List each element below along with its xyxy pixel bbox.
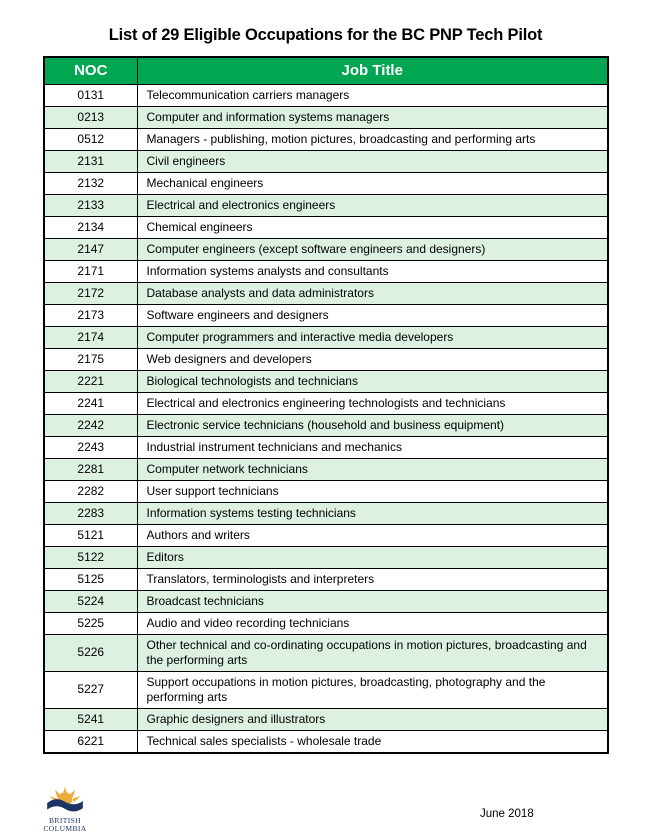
- table-row: [44, 730, 608, 753]
- table-row: [44, 502, 608, 524]
- noc-cell: 0213: [44, 106, 137, 128]
- job-title-cell: Technical sales specialists - wholesale trade: [137, 730, 608, 753]
- job-title-cell: Computer network technicians: [137, 458, 608, 480]
- job-title-cell: Software engineers and designers: [137, 304, 608, 326]
- table-row: [44, 436, 608, 458]
- bc-government-logo: [36, 786, 94, 833]
- noc-cell: 2174: [44, 326, 137, 348]
- job-title-cell: Biological technologists and technicians: [137, 370, 608, 392]
- table-row: [44, 194, 608, 216]
- noc-cell: 0131: [44, 84, 137, 106]
- table-header-row: [44, 57, 608, 84]
- noc-cell: 5122: [44, 546, 137, 568]
- table-row: [44, 524, 608, 546]
- noc-cell: 0512: [44, 128, 137, 150]
- noc-cell: 2243: [44, 436, 137, 458]
- noc-cell: 5121: [44, 524, 137, 546]
- table-row: [44, 260, 608, 282]
- noc-cell: 2134: [44, 216, 137, 238]
- table-row: [44, 326, 608, 348]
- noc-cell: 6221: [44, 730, 137, 753]
- noc-cell: 2132: [44, 172, 137, 194]
- job-title-cell: Editors: [137, 546, 608, 568]
- table-row: [44, 546, 608, 568]
- table-row: [44, 414, 608, 436]
- job-title-cell: Information systems analysts and consultants: [137, 260, 608, 282]
- noc-cell: 2131: [44, 150, 137, 172]
- job-title-cell: Information systems testing technicians: [137, 502, 608, 524]
- job-title-cell: Electrical and electronics engineers: [137, 194, 608, 216]
- table-row: [44, 282, 608, 304]
- logo-text-british: BRITISH: [49, 816, 81, 825]
- noc-cell: 2172: [44, 282, 137, 304]
- table-row: [44, 128, 608, 150]
- column-header-job-title: Job Title: [137, 57, 608, 84]
- noc-cell: 5227: [44, 671, 137, 708]
- occupations-table: [43, 56, 609, 754]
- job-title-cell: Mechanical engineers: [137, 172, 608, 194]
- noc-cell: 2282: [44, 480, 137, 502]
- table-row: [44, 634, 608, 671]
- job-title-cell: Broadcast technicians: [137, 590, 608, 612]
- column-header-noc: NOC: [44, 57, 137, 84]
- noc-cell: 2173: [44, 304, 137, 326]
- job-title-cell: Civil engineers: [137, 150, 608, 172]
- table-row: [44, 458, 608, 480]
- noc-cell: 2133: [44, 194, 137, 216]
- job-title-cell: Other technical and co-ordinating occupations in motion pictures, broadcasting and the performing arts: [137, 634, 608, 671]
- noc-cell: 5125: [44, 568, 137, 590]
- job-title-cell: Web designers and developers: [137, 348, 608, 370]
- noc-cell: 2221: [44, 370, 137, 392]
- job-title-cell: Chemical engineers: [137, 216, 608, 238]
- job-title-cell: Computer and information systems managers: [137, 106, 608, 128]
- table-row: [44, 172, 608, 194]
- table-row: [44, 106, 608, 128]
- job-title-cell: Translators, terminologists and interpreters: [137, 568, 608, 590]
- table-row: [44, 671, 608, 708]
- table-body: [44, 84, 608, 753]
- noc-cell: 2175: [44, 348, 137, 370]
- table-row: [44, 568, 608, 590]
- table-row: [44, 304, 608, 326]
- table-row: [44, 150, 608, 172]
- job-title-cell: Computer programmers and interactive media developers: [137, 326, 608, 348]
- job-title-cell: Electronic service technicians (household and business equipment): [137, 414, 608, 436]
- noc-cell: 2242: [44, 414, 137, 436]
- noc-cell: 5226: [44, 634, 137, 671]
- table-row: [44, 480, 608, 502]
- noc-cell: 5225: [44, 612, 137, 634]
- table-row: [44, 216, 608, 238]
- table-row: [44, 370, 608, 392]
- table-row: [44, 708, 608, 730]
- job-title-cell: Managers - publishing, motion pictures, broadcasting and performing arts: [137, 128, 608, 150]
- job-title-cell: Audio and video recording technicians: [137, 612, 608, 634]
- page-title: List of 29 Eligible Occupations for the BC PNP Tech Pilot: [108, 26, 543, 44]
- job-title-cell: Graphic designers and illustrators: [137, 708, 608, 730]
- footer-date: June 2018: [480, 808, 534, 820]
- noc-cell: 2147: [44, 238, 137, 260]
- logo-text-columbia: COLUMBIA: [43, 824, 87, 833]
- job-title-cell: Authors and writers: [137, 524, 608, 546]
- table-row: [44, 348, 608, 370]
- table-row: [44, 392, 608, 414]
- table-row: [44, 590, 608, 612]
- noc-cell: 2283: [44, 502, 137, 524]
- job-title-cell: Electrical and electronics engineering technologists and technicians: [137, 392, 608, 414]
- job-title-cell: Industrial instrument technicians and mechanics: [137, 436, 608, 458]
- noc-cell: 5224: [44, 590, 137, 612]
- table-row: [44, 238, 608, 260]
- bc-sunburst-logo-icon: [43, 786, 87, 816]
- table-row: [44, 84, 608, 106]
- job-title-cell: Computer engineers (except software engineers and designers): [137, 238, 608, 260]
- job-title-cell: Database analysts and data administrators: [137, 282, 608, 304]
- table-row: [44, 612, 608, 634]
- noc-cell: 2241: [44, 392, 137, 414]
- noc-cell: 5241: [44, 708, 137, 730]
- job-title-cell: User support technicians: [137, 480, 608, 502]
- noc-cell: 2281: [44, 458, 137, 480]
- job-title-cell: Telecommunication carriers managers: [137, 84, 608, 106]
- job-title-cell: Support occupations in motion pictures, broadcasting, photography and the performing arts: [137, 671, 608, 708]
- noc-cell: 2171: [44, 260, 137, 282]
